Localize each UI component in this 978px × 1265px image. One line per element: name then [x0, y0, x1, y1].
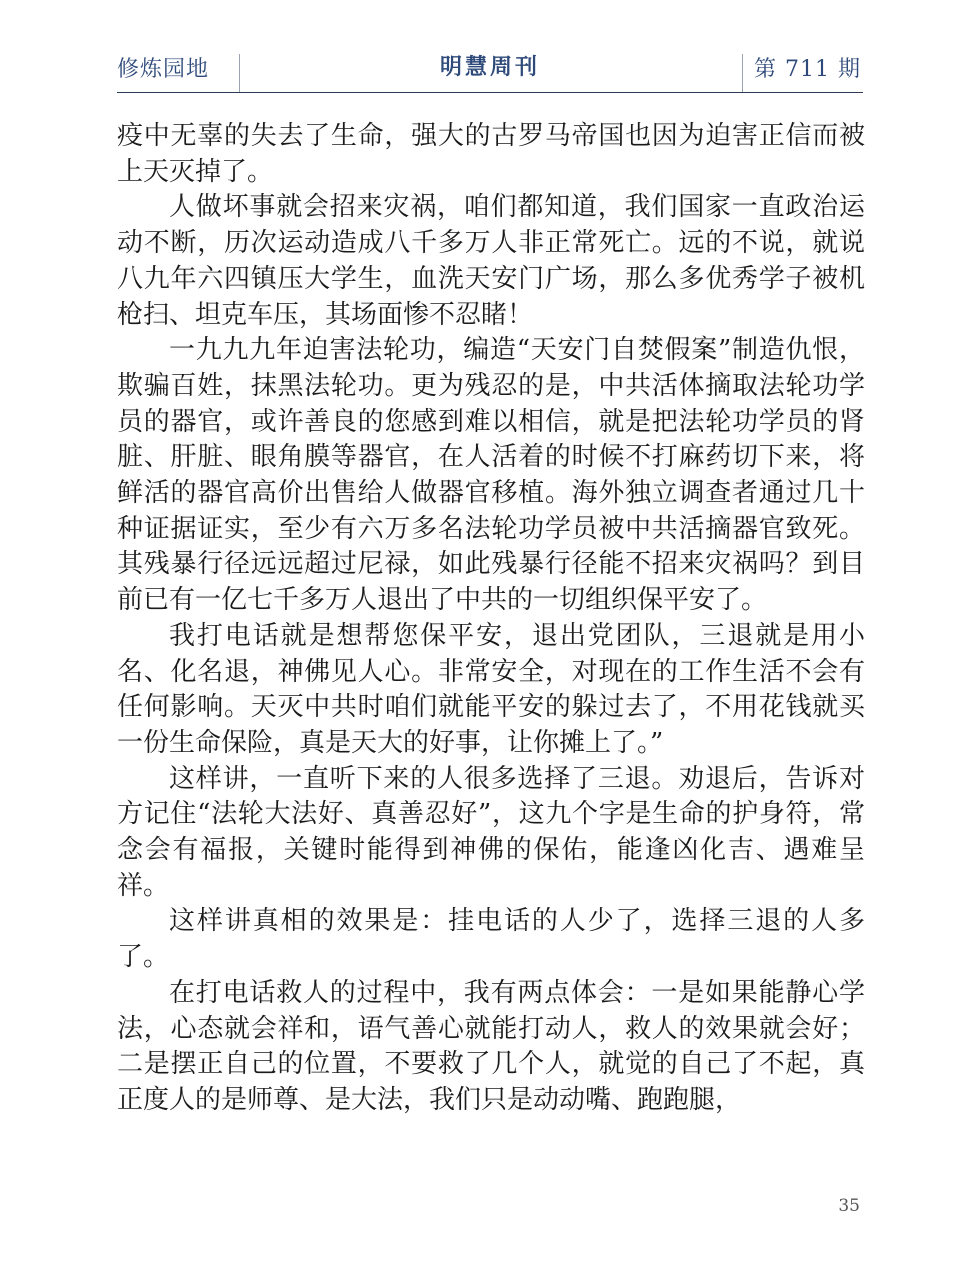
article-body: [117, 119, 865, 1119]
header-divider-right: [742, 54, 743, 92]
paragraph: 在打电话救人的过程中，我有两点体会：一是如果能静心学法，心态就会祥和，语气善心就能打动人，救人的效果就会好；二是摆正自己的位置，不要救了几个人，就觉的自己了不起，真正度人的是师尊、是大法，我们只是动动嘴、跑跑腿，: [117, 977, 865, 1115]
paragraph: 我打电话就是想帮您保平安，退出党团队，三退就是用小名、化名退，神佛见人心。非常安全，对现在的工作生活不会有任何影响。天灭中共时咱们就能平安的躲过去了，不用花钱就买一份生命保险，真是天大的好事，让你摊上了。”: [117, 620, 865, 758]
paragraph: 一九九九年迫害法轮功，编造“天安门自焚假案”制造仇恨，欺骗百姓，抹黑法轮功。更为残忍的是，中共活体摘取法轮功学员的器官，或许善良的您感到难以相信，就是把法轮功学员的肾脏、肝脏、眼角膜等器官，在人活着的时候不打麻药切下来，将鲜活的器官高价出售给人做器官移植。海外独立调查者通过几十种证据证实，至少有六万多名法轮功学员被中共活摘器官致死。其残暴行径远远超过尼禄，如此残暴行径能不招来灾祸吗？到目前已有一亿七千多万人退出了中共的一切组织保平安了。: [117, 335, 865, 616]
page-header: [117, 46, 863, 93]
paragraph: 这样讲真相的效果是：挂电话的人少了，选择三退的人多了。: [117, 906, 865, 973]
page-number: 35: [838, 1196, 860, 1216]
paragraph: 疫中无辜的失去了生命，强大的古罗马帝国也因为迫害正信而被上天灭掉了。: [117, 121, 865, 187]
issue-number: 第 711 期: [754, 57, 861, 82]
section-name: 修炼园地: [117, 57, 210, 82]
paragraph: 这样讲，一直听下来的人很多选择了三退。劝退后，告诉对方记住“法轮大法好、真善忍好”，这九个字是生命的护身符，常念会有福报，关键时能得到神佛的保佑，能逢凶化吉、遇难呈祥。: [117, 763, 865, 901]
publication-title: 明慧周刊: [439, 55, 540, 80]
paragraph: 人做坏事就会招来灾祸，咱们都知道，我们国家一直政治运动不断，历次运动造成八千多万人非正常死亡。远的不说，就说八九年六四镇压大学生，血洗天安门广场，那么多优秀学子被机枪扫、坦克车压，其场面惨不忍睹！: [117, 192, 865, 330]
